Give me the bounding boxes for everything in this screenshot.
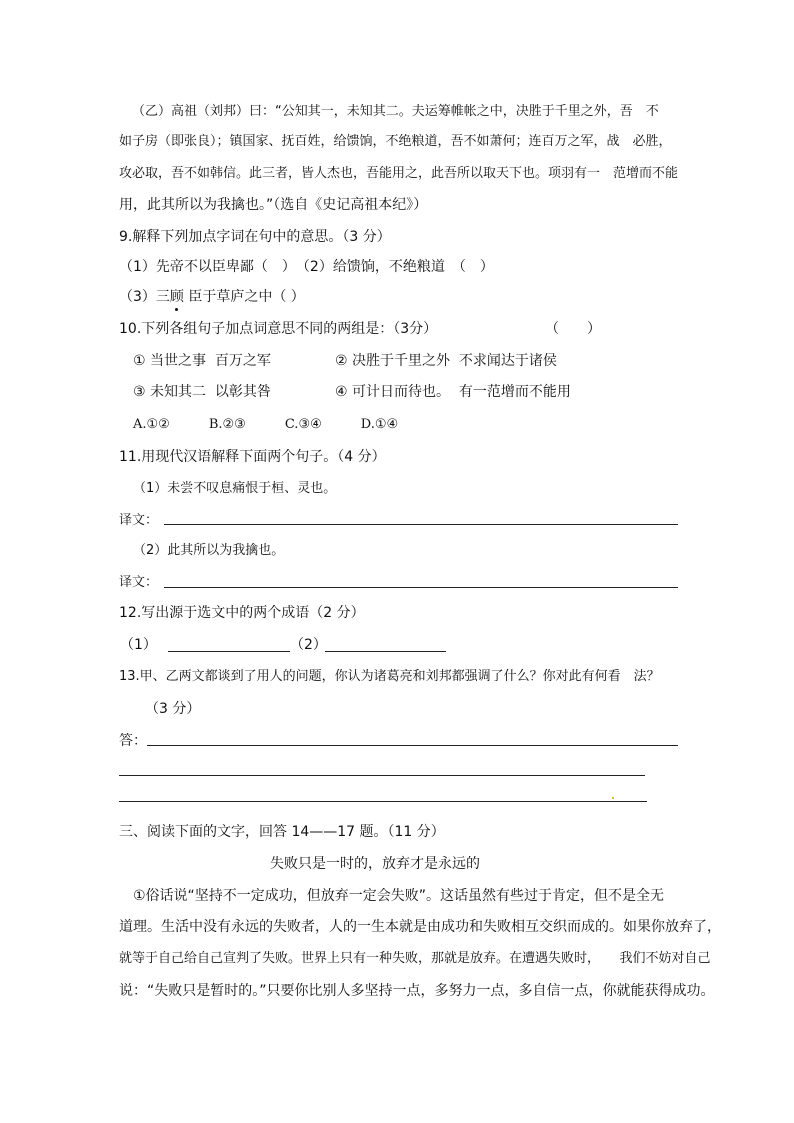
question-11-answer-line-1[interactable] [164,524,678,525]
question-12-stem: 12.写出源于选文中的两个成语（2 分） [119,605,365,621]
section-3-paragraph-line-1: ①俗话说“坚持不一定成功，但放弃一定会失败”。这话虽然有些过于肯定，但不是全无 [133,888,665,904]
question-9-row-1: （1）先帝不以臣卑鄙（ ） （2）给馈饷，不绝粮道 （ ） [119,259,494,275]
question-11-sentence-1: （1）未尝不叹息痛恨于桓、灵也。 [133,481,337,496]
question-10-choices: A.①② B.②③ C.③④ D.①④ [133,417,399,432]
question-11-sentence-2: （2）此其所以为我擒也。 [133,543,285,558]
section-3-paragraph-line-2: 道理。生活中没有永远的失败者，人的一生本就是由成功和失败相互交织而成的。如果你放弃了， [119,919,721,935]
question-10-option-4: ④ 可计日而待也。 有一范增而不能用 [335,384,571,400]
section-3-heading: 三、阅读下面的文字，回答 14——17 题。（11 分） [119,824,445,840]
question-10-option-2: ② 决胜于千里之外 不求闻达于诸侯 [335,353,557,369]
question-10-answer-paren: （ ） [545,321,601,337]
question-11-translation-label-2: 译文： [119,575,159,590]
section-3-paragraph-line-3: 就等于自己给自己宣判了失败。世界上只有一种失败，那就是放弃。在遭遇失败时， 我们不妨对自己 [119,951,711,966]
question-9-row-2: （3）三顾 臣于草庐之中（ ） [119,289,305,305]
question-12-blank-label-1: （1） [120,637,157,653]
section-3-essay-title: 失败只是一时的，放弃才是永远的 [270,856,480,872]
question-11-answer-line-2[interactable] [164,587,678,588]
question-9-stem: 9.解释下列加点字词在句中的意思。（3 分） [119,229,391,245]
question-13-points: （3 分） [145,701,201,717]
section-3-paragraph-line-4: 说：“失败只是暂时的。”只要你比别人多坚持一点，多努力一点，多自信一点，你就能获得成功。 [119,983,715,999]
question-12-answer-line-1[interactable] [168,651,290,652]
passage-b-line-2: 如子房（即张良）；镇国家、抚百姓，给馈饷，不绝粮道，吾不如萧何；连百万之军，战 必胜， [119,134,672,149]
stray-mark [612,797,614,799]
question-10-option-1: ① 当世之事 百万之军 [133,353,271,369]
passage-b-line-1: （乙）高祖（刘邦）曰：“公知其一，未知其二。夫运筹帷帐之中，决胜于千里之外，吾 不 [132,104,659,119]
question-12-blank-label-2: （2） [290,637,327,653]
question-13-answer-line-1[interactable] [147,745,678,746]
question-12-answer-line-2[interactable] [325,651,446,652]
question-10-stem: 10.下列各组句子加点词意思不同的两组是：（3分） [119,321,438,337]
passage-b-line-3: 攻必取，吾不如韩信。此三者，皆人杰也，吾能用之，此吾所以取天下也。项羽有一 范增而不能 [119,166,679,181]
question-11-translation-label-1: 译文： [119,513,159,528]
question-11-stem: 11.用现代汉语解释下面两个句子。（4 分） [119,449,386,465]
emphasis-dot [175,308,178,311]
question-10-option-3: ③ 未知其二 以彰其咎 [133,384,271,400]
question-13-answer-line-2[interactable] [119,775,645,776]
passage-b-line-4: 用，此其所以为我擒也。”（选自《史记高祖本纪》） [119,197,428,213]
question-13-stem: 13.甲、乙两文都谈到了用人的问题，你认为诸葛亮和刘邦都强调了什么？你对此有何看 法？ [119,669,660,684]
question-13-answer-line-3[interactable] [119,801,647,802]
question-13-answer-label: 答： [119,733,147,749]
